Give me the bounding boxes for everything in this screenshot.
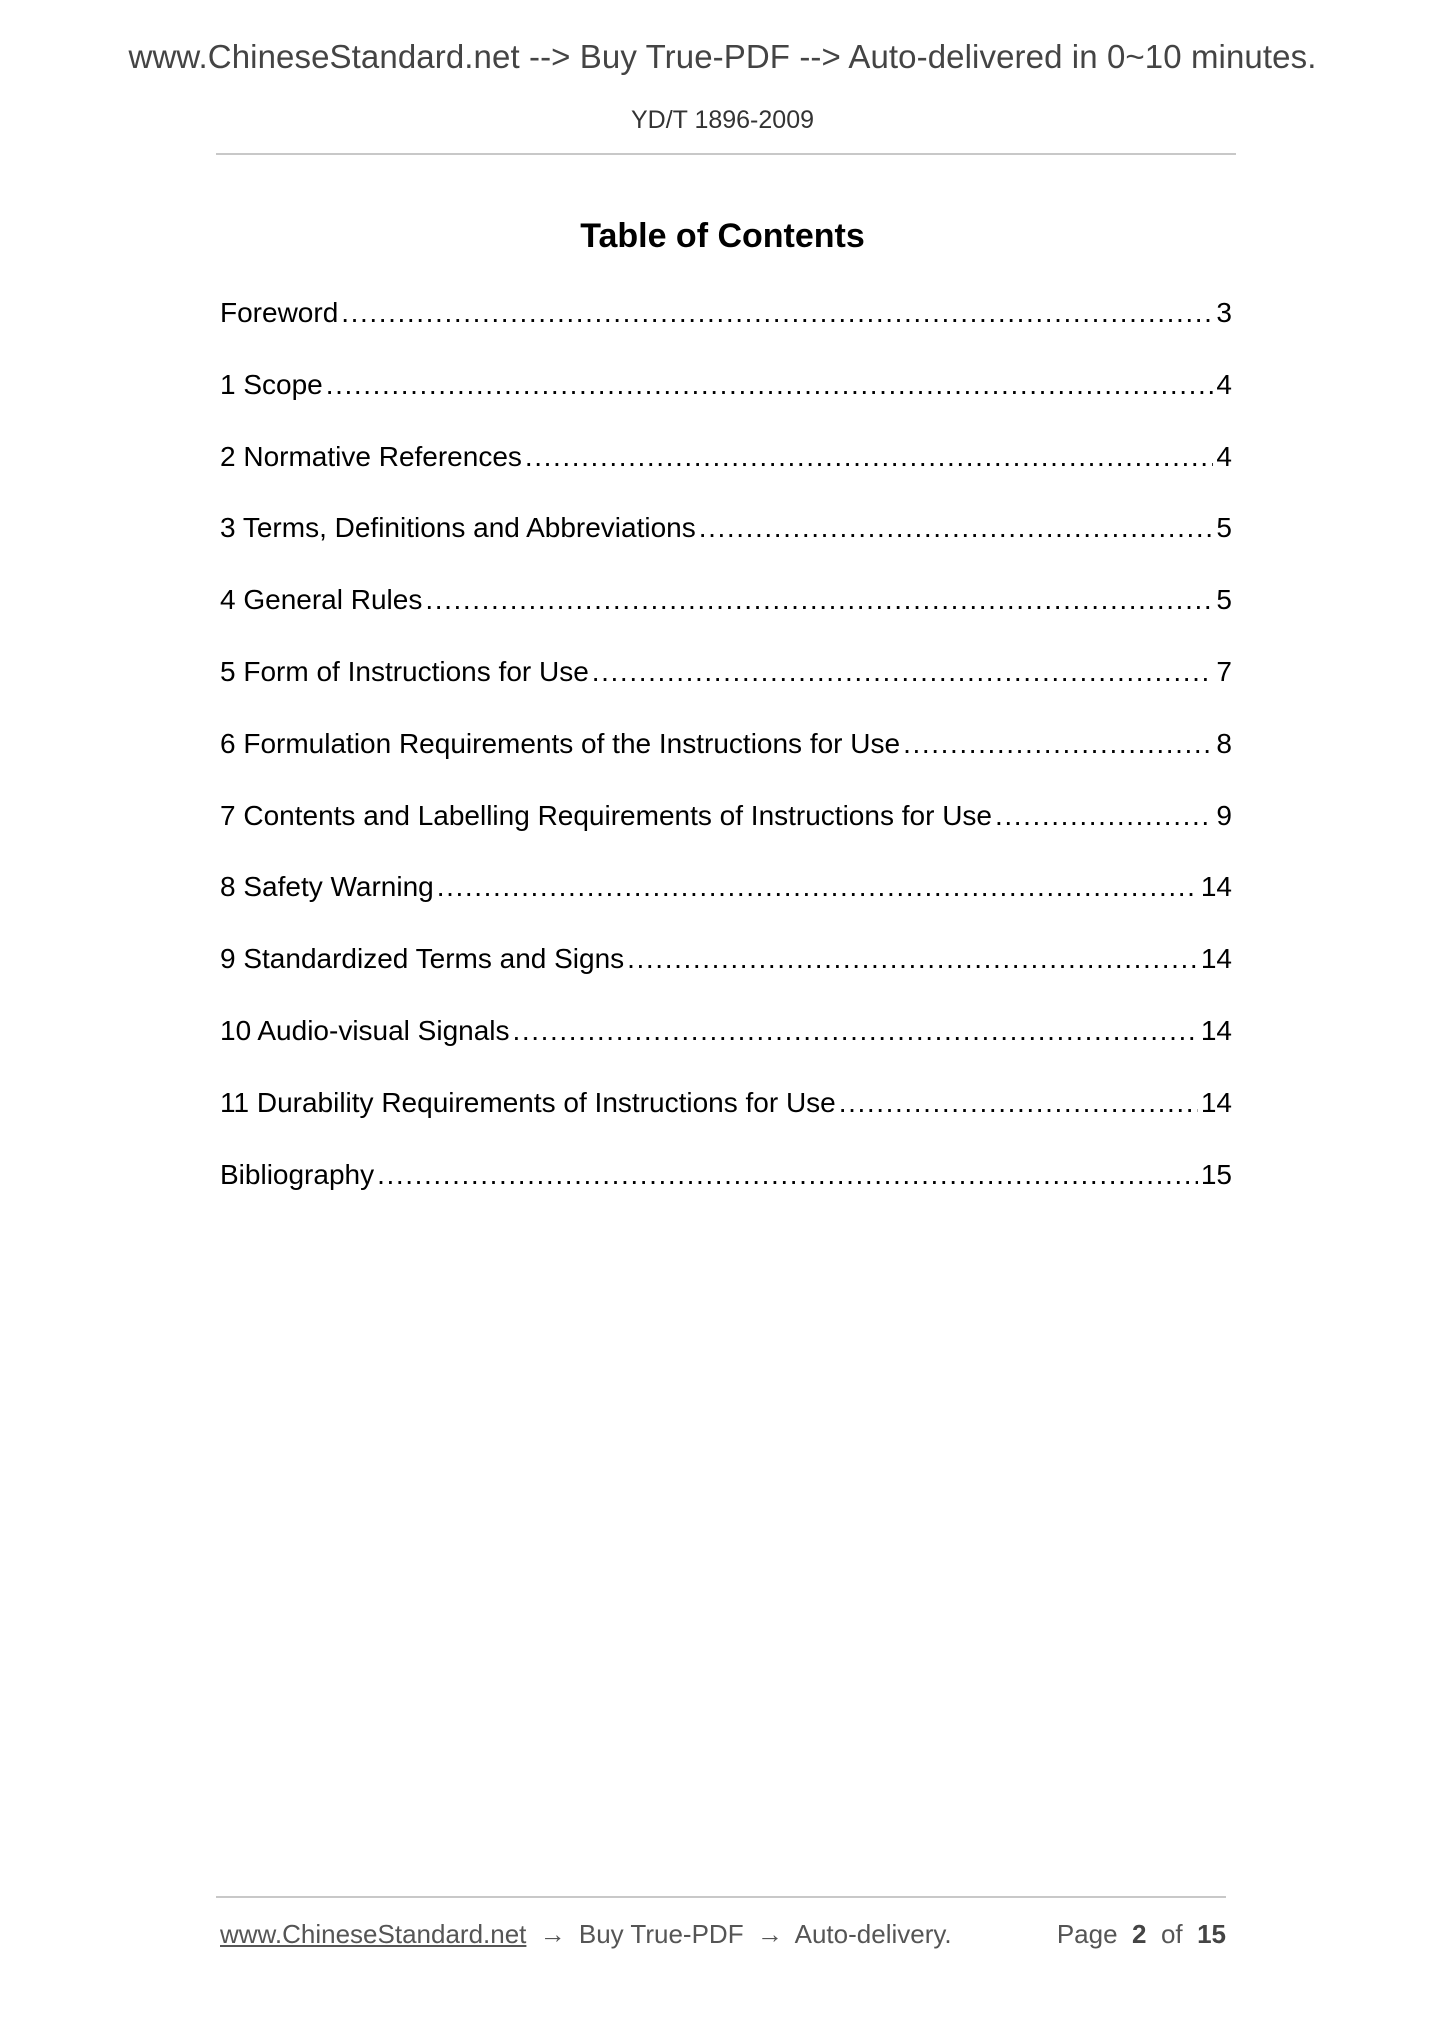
toc-entry-durability-requirements[interactable] — [220, 1087, 1232, 1159]
toc-entry-page: 7 — [1216, 655, 1232, 687]
footer-promo — [220, 1919, 952, 1950]
dot-leader — [627, 943, 1198, 975]
toc-entry-text: 8 Safety Warning — [220, 871, 434, 903]
site-banner: www.ChineseStandard.net --> Buy True-PDF --> Auto-delivered in 0~10 minutes. — [128, 38, 1317, 75]
toc-entry-page: 14 — [1200, 943, 1232, 975]
document-code: YD/T 1896-2009 — [631, 106, 814, 134]
dot-leader — [839, 1087, 1198, 1119]
toc-entry-form-of-instructions[interactable] — [220, 656, 1232, 728]
toc-entry-formulation-requirements[interactable] — [220, 728, 1232, 800]
toc-entry-text: 11 Durability Requirements of Instructions for Use — [220, 1086, 836, 1118]
footer-divider — [216, 1896, 1226, 1898]
dot-leader — [326, 369, 1214, 401]
toc-entry-page: 4 — [1216, 368, 1232, 400]
toc-entry-standardized-terms[interactable] — [220, 943, 1232, 1015]
toc-entry-page: 14 — [1200, 871, 1232, 903]
dot-leader — [377, 1159, 1198, 1191]
toc-entry-text: 10 Audio-visual Signals — [220, 1014, 510, 1046]
toc-entry-text: 1 Scope — [220, 368, 323, 400]
toc-entry-safety-warning[interactable] — [220, 871, 1232, 943]
toc-entry-normative-references[interactable] — [220, 441, 1232, 513]
toc-entry-text: 9 Standardized Terms and Signs — [220, 943, 625, 975]
arrow-right-icon: → — [756, 1919, 783, 1949]
page-label: Page — [1056, 1919, 1118, 1949]
toc-entry-text: 4 General Rules — [220, 584, 423, 616]
footer-delivery-text: Auto-delivery. — [794, 1919, 952, 1949]
table-of-contents — [220, 297, 1232, 1230]
dot-leader — [903, 728, 1213, 760]
toc-entry-text: 5 Form of Instructions for Use — [220, 655, 589, 687]
toc-entry-general-rules[interactable] — [220, 584, 1232, 656]
toc-entry-text: Foreword — [220, 297, 339, 328]
toc-entry-foreword[interactable] — [220, 297, 1232, 369]
toc-entry-text: Bibliography — [220, 1158, 375, 1190]
dot-leader — [995, 800, 1213, 832]
dot-leader — [425, 584, 1213, 616]
page-current: 2 — [1132, 1919, 1147, 1949]
header-divider — [216, 153, 1236, 155]
toc-entry-page: 3 — [1216, 297, 1232, 328]
toc-entry-page: 15 — [1200, 1158, 1232, 1190]
dot-leader — [525, 441, 1214, 473]
toc-entry-text: 3 Terms, Definitions and Abbreviations — [220, 512, 696, 544]
page-number — [1057, 1919, 1226, 1950]
toc-entry-page: 8 — [1216, 727, 1232, 759]
toc-entry-page: 5 — [1216, 512, 1232, 544]
toc-entry-bibliography[interactable] — [220, 1159, 1232, 1231]
arrow-right-icon: → — [539, 1919, 566, 1949]
page-total: 15 — [1197, 1919, 1226, 1949]
dot-leader — [699, 512, 1214, 544]
page-footer — [220, 1919, 1226, 1955]
toc-entry-page: 4 — [1216, 440, 1232, 472]
toc-entry-contents-labelling[interactable] — [220, 800, 1232, 872]
toc-title: Table of Contents — [580, 217, 865, 255]
toc-entry-page: 9 — [1216, 799, 1232, 831]
toc-entry-audio-visual-signals[interactable] — [220, 1015, 1232, 1087]
toc-entry-text: 7 Contents and Labelling Requirements of Instructions for Use — [220, 799, 992, 831]
page-of-label: of — [1160, 1919, 1183, 1949]
dot-leader — [437, 871, 1198, 903]
toc-entry-page: 5 — [1216, 584, 1232, 616]
footer-buy-text: Buy True-PDF — [578, 1919, 744, 1949]
toc-entry-scope[interactable] — [220, 369, 1232, 441]
toc-entry-text: 2 Normative References — [220, 440, 522, 472]
website-link[interactable]: www.ChineseStandard.net — [220, 1919, 527, 1949]
dot-leader — [341, 297, 1213, 329]
toc-entry-page: 14 — [1200, 1014, 1232, 1046]
toc-entry-page: 14 — [1200, 1086, 1232, 1118]
dot-leader — [592, 656, 1214, 688]
toc-entry-text: 6 Formulation Requirements of the Instructions for Use — [220, 727, 901, 759]
toc-entry-terms-definitions[interactable] — [220, 512, 1232, 584]
dot-leader — [513, 1015, 1198, 1047]
